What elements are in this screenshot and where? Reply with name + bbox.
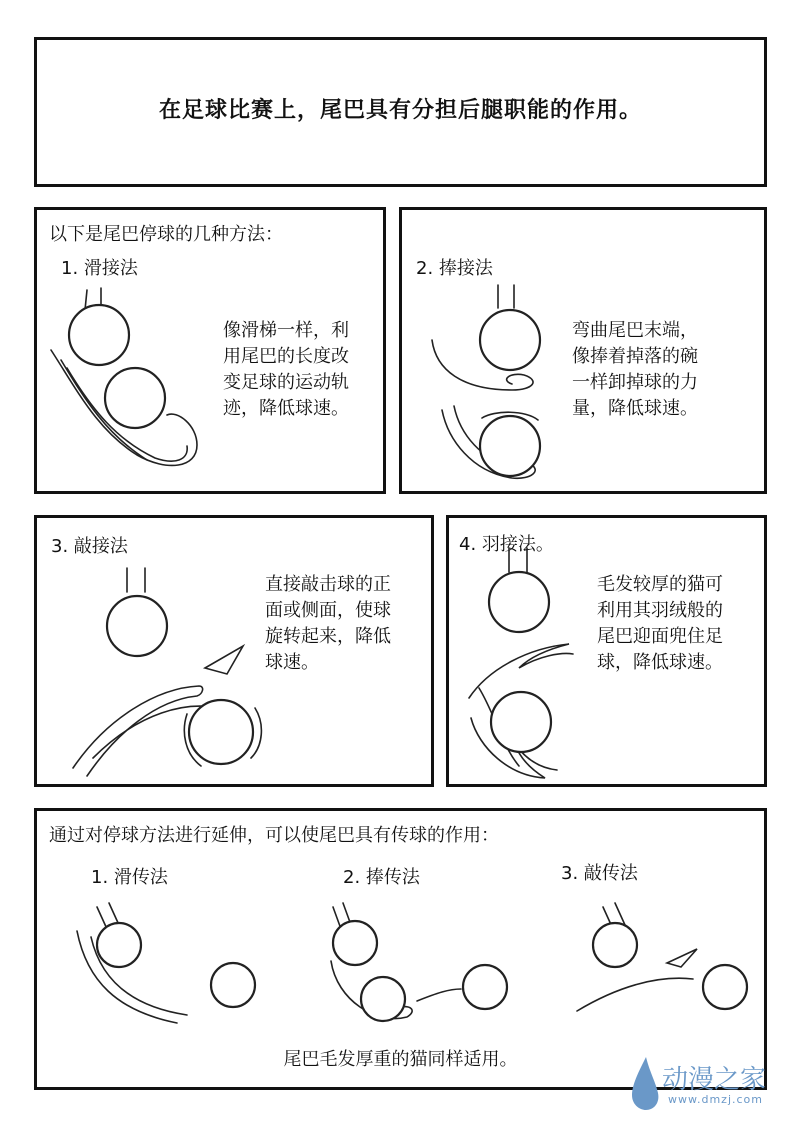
- slide-catch-label: 1. 滑接法: [61, 258, 138, 279]
- tap-catch-label: 3. 敲接法: [51, 536, 128, 557]
- title-text: 在足球比赛上，尾巴具有分担后腿职能的作用。: [158, 98, 642, 123]
- watermark-name: 动漫之家: [662, 1065, 767, 1095]
- tap-catch-description: 直接敲击球的正 面或侧面，使球 旋转起来，降低 球速。: [265, 574, 391, 673]
- cradle-catch-description: 弯曲尾巴末端， 像捧着掉落的碗 一样卸掉球的力 量，降低球速。: [572, 320, 698, 419]
- feather-catch-description: 毛发较厚的猫可 利用其羽绒般的 尾巴迎面兜住足 球，降低球速。: [597, 574, 723, 673]
- feather-catch-illustration: [449, 518, 770, 790]
- cradle-catch-label: 2. 捧接法: [416, 258, 493, 279]
- cradle-catch-panel: [399, 207, 767, 494]
- cradle-pass-label: 2. 捧传法: [343, 867, 420, 888]
- site-watermark: [628, 1053, 778, 1113]
- catch-methods-intro: 以下是尾巴停球的几种方法：: [49, 224, 283, 245]
- watermark-url: www.dmzj.com: [668, 1093, 763, 1106]
- tap-catch-illustration: [37, 518, 437, 790]
- water-drop-icon: [628, 1055, 662, 1111]
- slide-catch-description: 像滑梯一样，利 用尾巴的长度改 变足球的运动轨 迹，降低球速。: [223, 320, 349, 419]
- pass-methods-panel: [34, 808, 767, 1090]
- slide-catch-illustration: [37, 210, 389, 497]
- title-panel: [34, 37, 767, 187]
- slide-catch-panel: [34, 207, 386, 494]
- tap-catch-panel: [34, 515, 434, 787]
- tap-pass-label: 3. 敲传法: [561, 863, 638, 884]
- cradle-catch-illustration: [402, 210, 770, 497]
- pass-methods-footer: 尾巴毛发厚重的猫同样适用。: [283, 1049, 518, 1070]
- feather-catch-panel: [446, 515, 767, 787]
- feather-catch-label: 4. 羽接法。: [459, 534, 554, 555]
- pass-methods-intro: 通过对停球方法进行延伸，可以使尾巴具有传球的作用：: [49, 825, 499, 846]
- slide-pass-label: 1. 滑传法: [91, 867, 168, 888]
